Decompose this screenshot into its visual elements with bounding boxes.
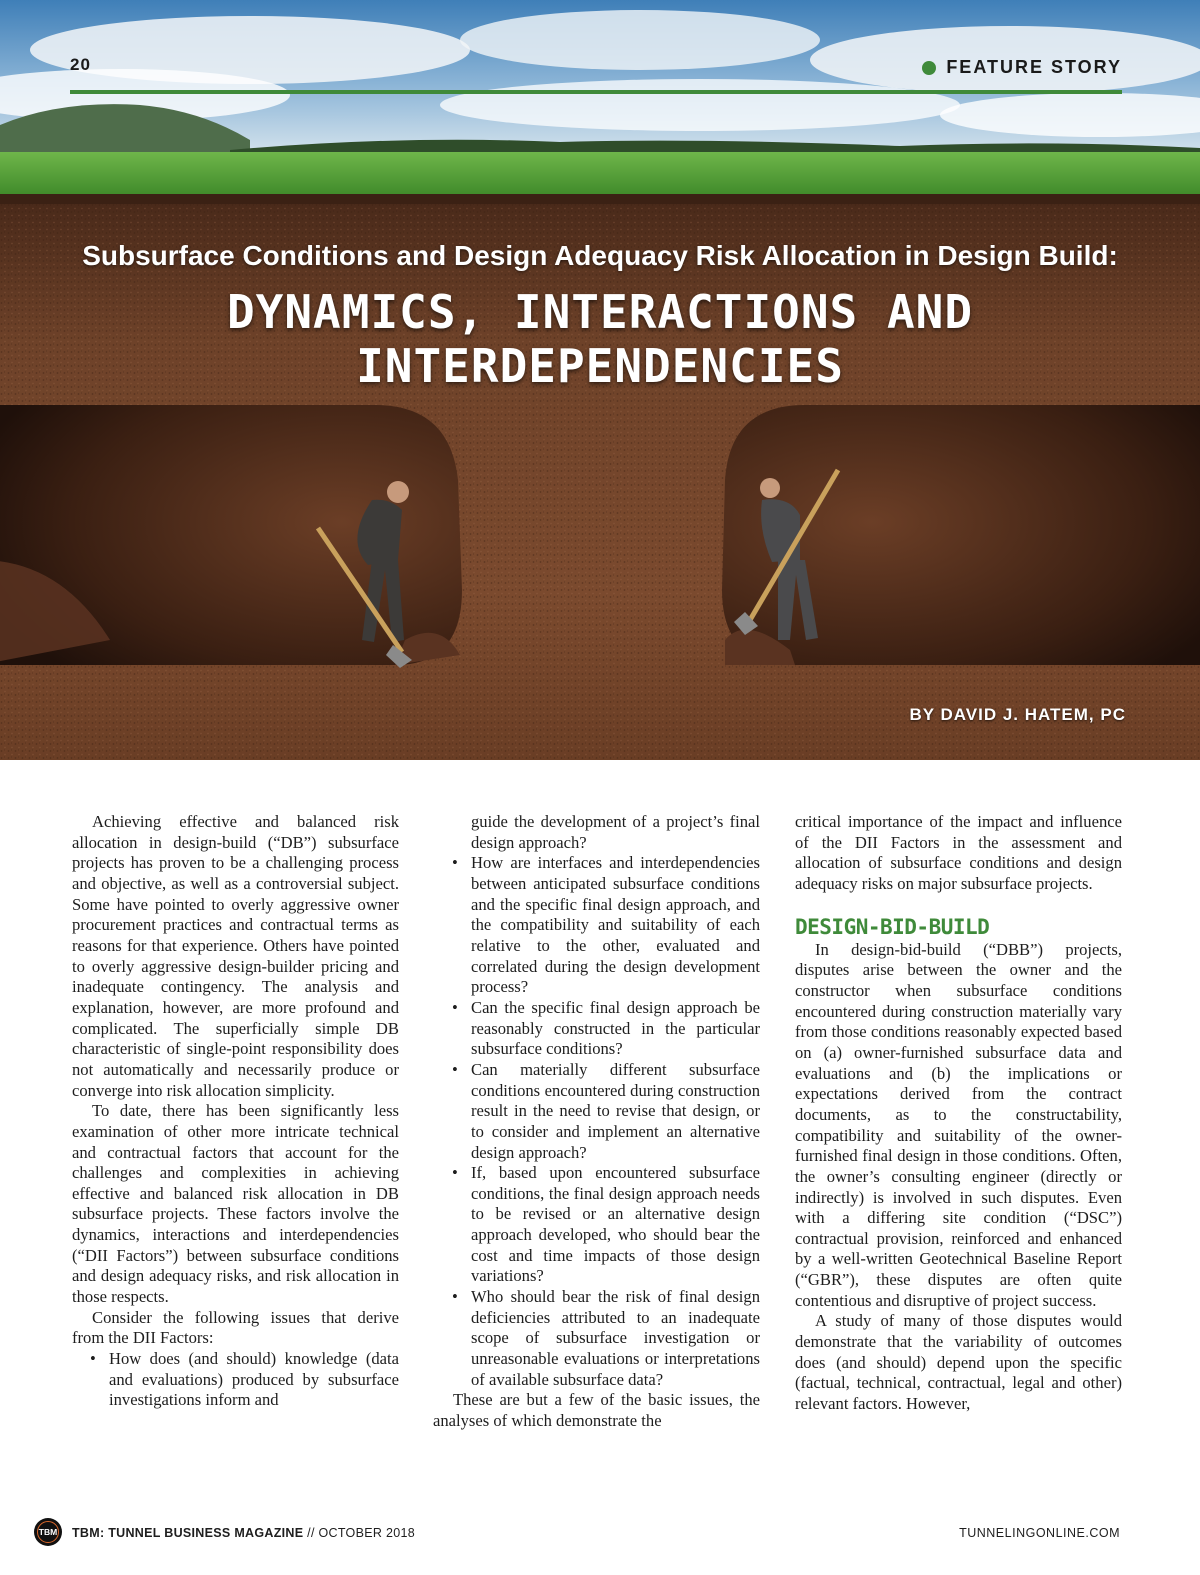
- section-label: [922, 57, 1122, 78]
- hero-image: [0, 0, 1200, 760]
- list-item: • Who should bear the risk of final design deficiencies attributed to an inadequate scope of subsurface investigation or unreasonable evaluations or interpretations of available subsurface data?: [471, 1287, 760, 1390]
- issue-list: [433, 853, 760, 1390]
- green-dot-icon: [922, 61, 936, 75]
- footer-separator: //: [307, 1526, 315, 1540]
- list-item-continuation: guide the development of a project’s final design approach?: [471, 812, 760, 852]
- list-item: • How does (and should) knowledge (data and evaluations) produced by subsurface investigations inform and: [109, 1349, 399, 1411]
- paragraph: In design-bid-build (“DBB”) projects, disputes arise between the owner and the constructor when subsurface conditions encountered during construction materially vary from those conditions reasonably expected based on (a) owner-furnished subsurface data and evaluations and (b) the implications or expectations derived from the contract documents, as to the constructability, compatibility and suitability of the owner-furnished final design in those conditions. Often, the owner’s consulting engineer (directly or indirectly) is involved in such disputes. Even with a differing site condition (“DSC”) contractual provision, reinforced and enhanced by a well-written Geotechnical Baseline Report (“GBR”), these disputes are often quite contentious and disruptive of project success.: [795, 939, 1122, 1310]
- section-label-text: FEATURE STORY: [946, 57, 1122, 77]
- author-byline: BY DAVID J. HATEM, PC: [909, 705, 1126, 724]
- list-item: • If, based upon encountered subsurface conditions, the final design approach needs to be revised or an alternative design approach developed, who should bear the cost and time impacts of those design variations?: [471, 1163, 760, 1287]
- paragraph: A study of many of those disputes would demonstrate that the variability of outcomes does (and should) depend upon the specific (factual, technical, contractual, legal and other) relevant factors. However,: [795, 1311, 1122, 1414]
- article-column-3: [795, 812, 1122, 1415]
- section-heading: DESIGN-BID-BUILD: [795, 914, 990, 939]
- issue-date: OCTOBER 2018: [318, 1526, 415, 1540]
- paragraph: Consider the following issues that derive from the DII Factors:: [72, 1307, 399, 1348]
- header-rule: [70, 90, 1122, 94]
- article-title: DYNAMICS, INTERACTIONS AND INTERDEPENDENCIES: [226, 285, 974, 393]
- publication-name: TBM: TUNNEL BUSINESS MAGAZINE: [72, 1526, 304, 1540]
- paragraph: These are but a few of the basic issues, the analyses of which demonstrate the: [433, 1390, 760, 1431]
- footer-website: TUNNELINGONLINE.COM: [959, 1526, 1120, 1540]
- page-number: 20: [70, 55, 91, 74]
- paragraph: Achieving effective and balanced risk allocation in design-build (“DB”) subsurface projects has proven to be a challenging process and objective, as well as a controversial subject. Some have pointed to overly aggressive owner procurement practices and contractual terms as reasons for that experience. Others have pointed to overly aggressive design-builder pricing and inadequate contingency. The analysis and explanation, however, are more profound and complicated. The superficially simple DB characteristic of single-point responsibility does not automatically and necessarily produce or converge into risk allocation simplicity.: [72, 812, 399, 1100]
- article-column-2: [433, 812, 760, 1432]
- list-item: • How are interfaces and interdependencies between anticipated subsurface conditions and the specific final design approach, and the compatibility and suitability of each relative to the other, evaluated and correlated during the design development process?: [471, 853, 760, 998]
- list-item: • Can materially different subsurface conditions encountered during construction result in the need to revise that design, or to consider and implement an alternative design approach?: [471, 1060, 760, 1163]
- article-subtitle: Subsurface Conditions and Design Adequacy Risk Allocation in Design Build:: [82, 240, 1118, 271]
- footer-publication: [72, 1526, 415, 1540]
- article-column-1: [72, 812, 399, 1411]
- list-item: • Can the specific final design approach be reasonably constructed in the particular subsurface conditions?: [471, 998, 760, 1060]
- paragraph: To date, there has been significantly less examination of other more intricate technical and contractual factors that account for the challenges and complexities in achieving effective and balanced risk allocation in DB subsurface projects. These factors involve the dynamics, interactions and interdependencies (“DII Factors”) between subsurface conditions and design adequacy risks, and risk allocation in those respects.: [72, 1101, 399, 1307]
- paragraph-continuation: critical importance of the impact and influence of the DII Factors in the assessment and allocation of subsurface conditions and design adequacy risks on major subsurface projects.: [795, 812, 1122, 893]
- tbm-logo: TBM: [34, 1518, 62, 1546]
- page-footer: [34, 1516, 1120, 1546]
- issue-list: [72, 1349, 399, 1411]
